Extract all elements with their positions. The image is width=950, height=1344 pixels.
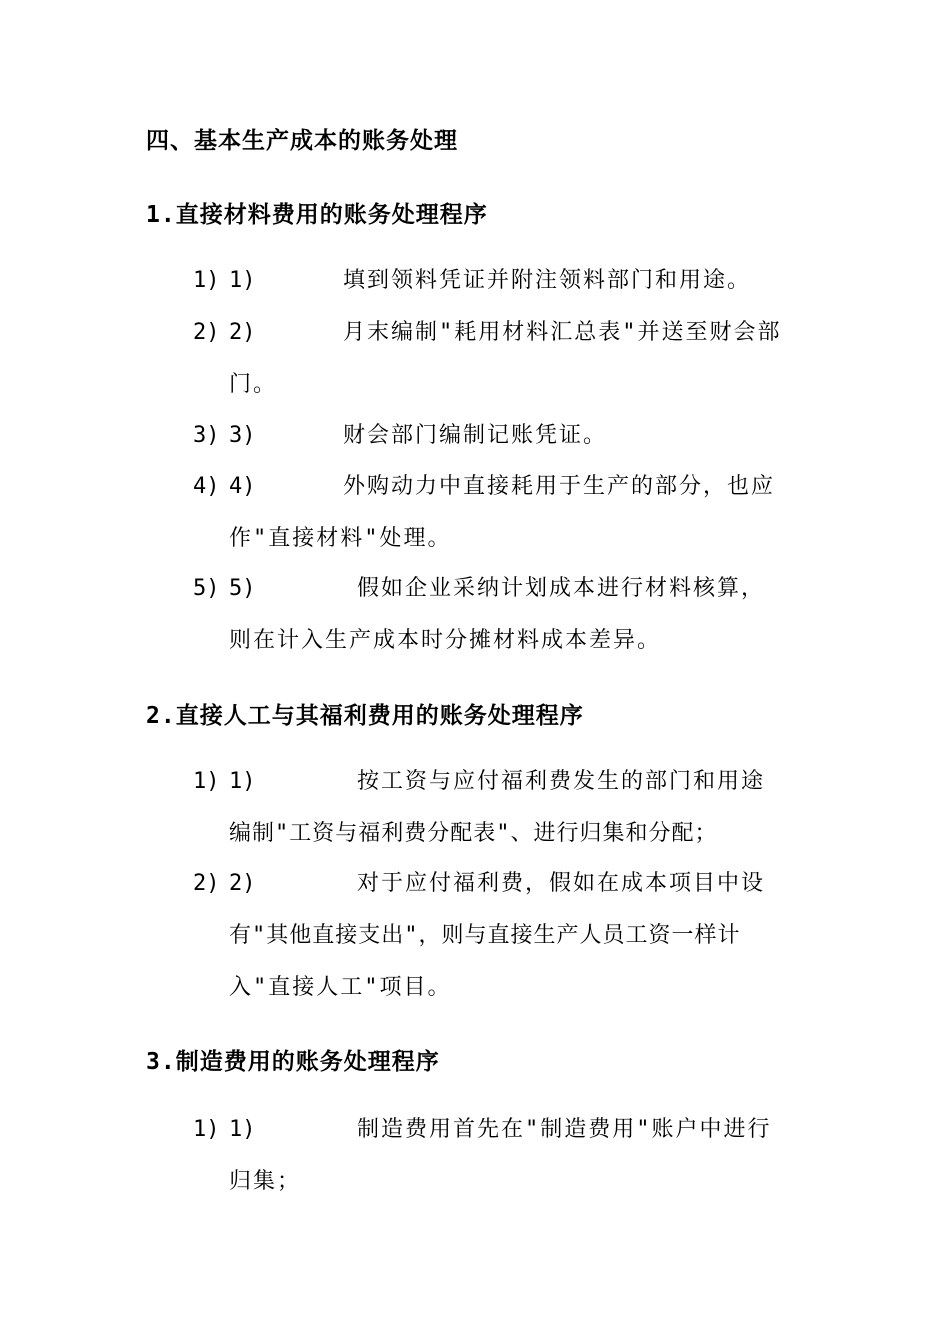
item-number: 1) <box>193 1117 220 1142</box>
list-item <box>193 461 813 565</box>
item-text-continued: 归集； <box>229 1169 302 1194</box>
item-sub-number: 1) <box>229 1117 256 1142</box>
section-heading: 1.直接材料费用的账务处理程序 <box>146 202 488 228</box>
item-number: 5) <box>193 576 220 601</box>
section-heading: 2.直接人工与其福利费用的账务处理程序 <box>146 703 584 729</box>
item-text: 月末编制"耗用材料汇总表"并送至财会部 <box>343 320 782 345</box>
item-text-continued: 则在计入生产成本时分摊材料成本差异。 <box>229 628 662 653</box>
item-text-continued: 门。 <box>229 372 278 397</box>
item-text: 对于应付福利费，假如在成本项目中设 <box>357 871 766 896</box>
item-text: 假如企业采纳计划成本进行材料核算， <box>357 576 766 601</box>
item-sub-number: 5) <box>229 576 256 601</box>
item-text-continued: 入"直接人工"项目。 <box>229 975 452 1000</box>
list-item <box>193 756 813 860</box>
item-text-continued: 编制"工资与福利费分配表"、进行归集和分配； <box>229 821 718 846</box>
item-number: 3) <box>193 423 220 448</box>
list-item <box>193 410 813 462</box>
page-title: 四、基本生产成本的账务处理 <box>146 128 458 154</box>
item-number: 2) <box>193 320 220 345</box>
item-sub-number: 1) <box>229 268 256 293</box>
item-text: 外购动力中直接耗用于生产的部分，也应 <box>343 474 776 499</box>
list-item <box>193 307 813 411</box>
item-sub-number: 2) <box>229 320 256 345</box>
item-text-continued: 有"其他直接支出"，则与直接生产人员工资一样计 <box>229 923 741 948</box>
item-sub-number: 1) <box>229 769 256 794</box>
item-text: 按工资与应付福利费发生的部门和用途 <box>357 769 766 794</box>
item-text: 财会部门编制记账凭证。 <box>343 423 608 448</box>
item-text: 制造费用首先在"制造费用"账户中进行 <box>357 1117 772 1142</box>
list-item <box>193 858 813 1014</box>
item-number: 1) <box>193 268 220 293</box>
item-sub-number: 3) <box>229 423 256 448</box>
section-heading: 3.制造费用的账务处理程序 <box>146 1049 440 1075</box>
item-sub-number: 4) <box>229 474 256 499</box>
list-item <box>193 255 813 307</box>
item-number: 2) <box>193 871 220 896</box>
list-item <box>193 563 813 667</box>
item-sub-number: 2) <box>229 871 256 896</box>
list-item <box>193 1104 813 1208</box>
item-text: 填到领料凭证并附注领料部门和用途。 <box>343 268 752 293</box>
item-number: 4) <box>193 474 220 499</box>
item-number: 1) <box>193 769 220 794</box>
item-text-continued: 作"直接材料"处理。 <box>229 526 452 551</box>
